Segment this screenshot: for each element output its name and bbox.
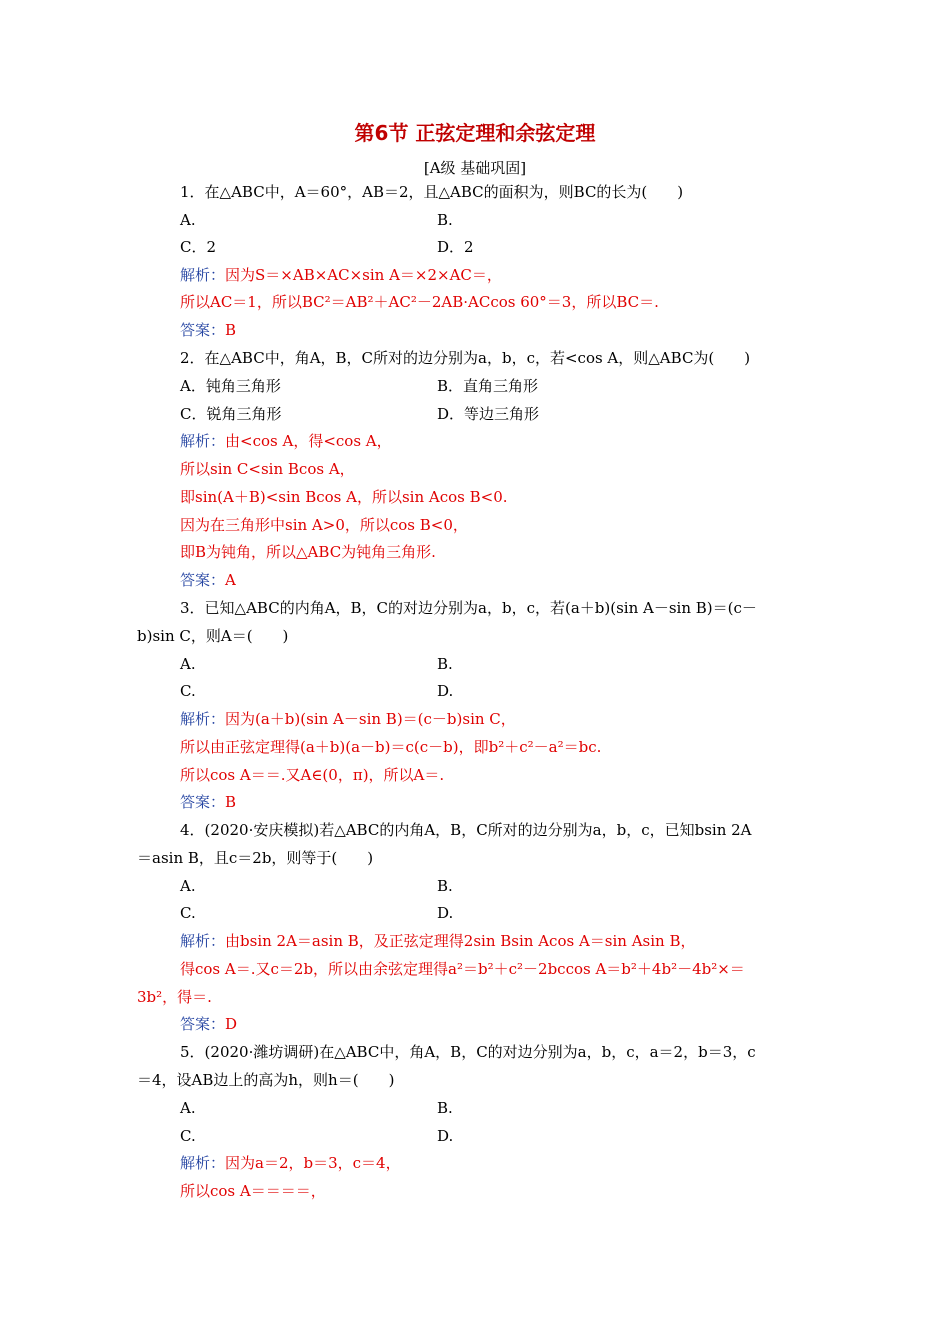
q2-option-c: C．锐角三角形 — [180, 405, 282, 423]
q5-stem-2: ＝4，设AB边上的高为h，则h＝( ) — [137, 1071, 395, 1089]
q4-solution-1 — [180, 931, 696, 951]
q3-option-b: B. — [437, 655, 453, 673]
q5-option-a: A. — [180, 1099, 196, 1117]
q3-solution-3: 所以cos A＝＝.又A∈(0，π)，所以A＝. — [180, 766, 445, 784]
q3-option-c: C. — [180, 682, 196, 700]
q4-stem-1: 4．(2020·安庆模拟)若△ABC的内角A，B，C所对的边分别为a，b，c，已知bsin 2A — [180, 821, 752, 839]
q3-answer — [180, 792, 236, 812]
q2-solution-text: 由<cos A，得<cos A， — [225, 432, 392, 450]
q1-solution-label: 解析： — [180, 266, 226, 284]
q4-answer — [180, 1014, 237, 1034]
q4-solution-label: 解析： — [180, 932, 226, 950]
q3-solution-1 — [180, 709, 516, 729]
q2-solution-5: 即B为钝角，所以△ABC为钝角三角形. — [180, 543, 436, 561]
q2-answer-value: A — [225, 571, 236, 589]
q1-answer — [180, 320, 236, 340]
q2-solution-3: 即sin(A＋B)<sin Bcos A，所以sin Acos B<0. — [180, 488, 508, 506]
q3-option-a: A. — [180, 655, 196, 673]
q4-solution-text: 由bsin 2A＝asin B，及正弦定理得2sin Bsin Acos A＝sin Asin B， — [225, 932, 696, 950]
q3-option-d: D. — [437, 682, 454, 700]
q3-stem-2: b)sin C，则A＝( ) — [137, 627, 289, 645]
q4-answer-value: D — [225, 1015, 238, 1033]
q5-solution-text: 因为a＝2，b＝3，c＝4， — [225, 1154, 401, 1172]
q5-option-c: C. — [180, 1127, 196, 1145]
q1-option-d: D．2 — [437, 238, 474, 256]
q2-answer-label: 答案： — [180, 571, 226, 589]
q1-option-c: C．2 — [180, 238, 217, 256]
q2-solution-2: 所以sin C<sin Bcos A， — [180, 460, 355, 478]
q1-solution-text: 因为S＝×AB×AC×sin A＝×2×AC＝， — [225, 266, 502, 284]
q1-answer-value: B — [225, 321, 237, 339]
q3-answer-label: 答案： — [180, 793, 226, 811]
q1-answer-label: 答案： — [180, 321, 226, 339]
q5-solution-2: 所以cos A＝＝＝＝， — [180, 1182, 326, 1200]
q5-option-d: D. — [437, 1127, 454, 1145]
q5-stem-1: 5．(2020·潍坊调研)在△ABC中，角A，B，C的对边分别为a，b，c，a＝2，b＝3，c — [180, 1043, 756, 1061]
q1-solution-1 — [180, 265, 502, 285]
q4-option-d: D. — [437, 904, 454, 922]
q2-solution-4: 因为在三角形中sin A>0，所以cos B<0， — [180, 516, 468, 534]
q3-stem-1: 3．已知△ABC的内角A，B，C的对边分别为a，b，c，若(a＋b)(sin A－sin B)＝(c－ — [180, 599, 757, 617]
q5-solution-1 — [180, 1153, 401, 1173]
q4-option-b: B. — [437, 877, 453, 895]
q4-answer-label: 答案： — [180, 1015, 226, 1033]
q4-solution-2: 得cos A＝.又c＝2b，所以由余弦定理得a²＝b²＋c²－2bccos A＝b²＋4b²－4b²×＝ — [180, 960, 745, 978]
page-title: 第6节 正弦定理和余弦定理 — [354, 121, 596, 145]
q3-answer-value: B — [225, 793, 237, 811]
q2-solution-1 — [180, 431, 392, 451]
q2-option-b: B．直角三角形 — [437, 377, 539, 395]
q2-option-a: A．钝角三角形 — [180, 377, 281, 395]
q4-solution-3: 3b²，得＝. — [137, 988, 212, 1006]
q3-solution-text: 因为(a＋b)(sin A－sin B)＝(c－b)sin C， — [225, 710, 516, 728]
q4-option-c: C. — [180, 904, 196, 922]
q2-solution-label: 解析： — [180, 432, 226, 450]
q3-solution-label: 解析： — [180, 710, 226, 728]
q5-solution-label: 解析： — [180, 1154, 226, 1172]
q4-option-a: A. — [180, 877, 196, 895]
q2-stem: 2．在△ABC中，角A，B，C所对的边分别为a，b，c，若<cos A，则△ABC为( ) — [180, 349, 751, 367]
q1-option-b: B. — [437, 211, 453, 229]
q5-option-b: B. — [437, 1099, 453, 1117]
level-heading: [A级 基础巩固] — [423, 159, 527, 177]
q1-solution-2: 所以AC＝1，所以BC²＝AB²＋AC²－2AB·ACcos 60°＝3，所以BC＝. — [180, 293, 659, 311]
q4-stem-2: ＝asin B，且c＝2b，则等于( ) — [137, 849, 374, 867]
q2-option-d: D．等边三角形 — [437, 405, 540, 423]
q1-stem: 1．在△ABC中，A＝60°，AB＝2，且△ABC的面积为，则BC的长为( ) — [180, 183, 684, 201]
q3-solution-2: 所以由正弦定理得(a＋b)(a－b)＝c(c－b)，即b²＋c²－a²＝bc. — [180, 738, 602, 756]
q2-answer — [180, 570, 236, 590]
q1-option-a: A. — [180, 211, 196, 229]
